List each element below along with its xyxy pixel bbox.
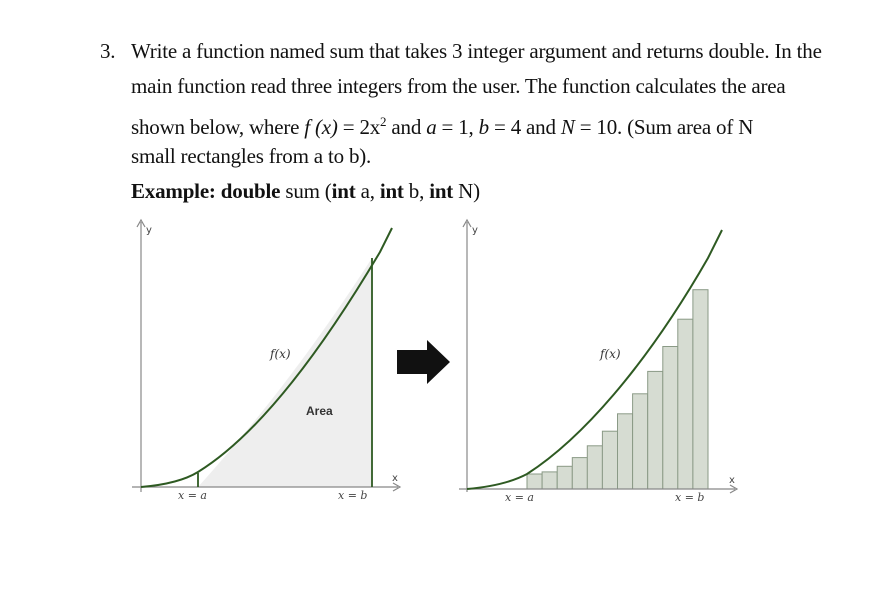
left-tick-b: x = b xyxy=(338,489,368,502)
function-equation: = 2x xyxy=(337,115,381,139)
ex-sum: sum ( xyxy=(280,179,332,203)
problem-line-1: Write a function named sum that takes 3 integer argument and returns double. In the xyxy=(131,39,822,63)
right-tick-b: x = b xyxy=(675,491,705,504)
riemann-rectangle xyxy=(557,466,572,489)
right-fx-label: f(x) xyxy=(600,347,621,361)
riemann-rectangle xyxy=(602,431,617,489)
right-y-label: y xyxy=(472,225,478,236)
area-label: Area xyxy=(306,404,333,418)
ex-b: b, xyxy=(403,179,430,203)
kw-int-1: int xyxy=(331,179,356,203)
ex-n: N) xyxy=(453,179,480,203)
line3-text-e: = 10. (Sum area of N xyxy=(574,115,754,139)
var-b: b xyxy=(478,115,489,139)
right-panel xyxy=(459,220,737,504)
riemann-rectangle xyxy=(633,394,648,489)
right-arrow-icon xyxy=(397,340,450,384)
line3-text-c: = 1, xyxy=(436,115,479,139)
left-panel xyxy=(132,220,400,502)
kw-int-3: int xyxy=(429,179,454,203)
line3-text-d: = 4 and xyxy=(488,115,561,139)
problem-line-2: main function read three integers from the user. The function calculates the area xyxy=(131,74,786,98)
riemann-rectangle xyxy=(587,446,602,489)
riemann-rectangle xyxy=(648,371,663,489)
riemann-rectangle xyxy=(527,474,542,489)
line3-text-b: and xyxy=(386,115,427,139)
function-notation: f (x) xyxy=(304,115,338,139)
riemann-rectangle xyxy=(693,290,708,489)
riemann-rectangle xyxy=(542,472,557,489)
line3-text-a: shown below, where xyxy=(131,115,305,139)
riemann-rectangle xyxy=(663,347,678,490)
right-tick-a: x = a xyxy=(505,491,534,504)
left-y-label: y xyxy=(146,225,152,236)
riemann-rectangle xyxy=(618,414,633,489)
kw-int-2: int xyxy=(379,179,404,203)
kw-double: double xyxy=(220,179,281,203)
left-fx-label: f(x) xyxy=(270,347,291,361)
right-x-label: x xyxy=(729,475,735,486)
riemann-rectangle xyxy=(572,458,587,489)
riemann-rectangle xyxy=(678,319,693,489)
exponent: 2 xyxy=(380,114,387,129)
problem-line-4: small rectangles from a to b). xyxy=(131,144,372,168)
var-n: N xyxy=(560,115,575,139)
example-label: Example: xyxy=(131,179,216,203)
left-x-label: x xyxy=(392,473,398,484)
var-a: a xyxy=(426,115,437,139)
problem-number: 3. xyxy=(100,39,116,63)
ex-a: a, xyxy=(355,179,380,203)
left-tick-a: x = a xyxy=(178,489,207,502)
